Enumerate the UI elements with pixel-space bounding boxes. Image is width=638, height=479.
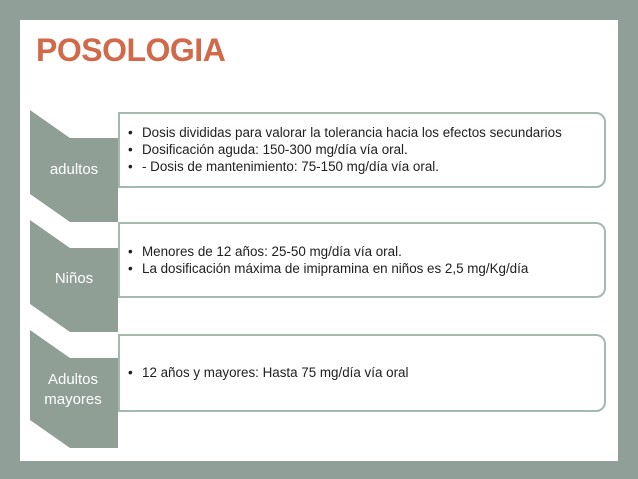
slide-frame-left <box>0 0 20 479</box>
list-item-text: 12 años y mayores: Hasta 75 mg/día vía oral <box>142 365 409 380</box>
list-item-text: - Dosis de mantenimiento: 75-150 mg/día vía oral. <box>142 159 439 174</box>
list-item: • Menores de 12 años: 25-50 mg/día vía oral. <box>128 243 402 259</box>
list-item: • Dosificación aguda: 150-300 mg/día vía oral. <box>128 142 408 157</box>
slide-frame-bottom <box>0 461 638 479</box>
list-item-text: Dosis divididas para valorar la tolerancia hacia los efectos secundarios <box>142 125 562 140</box>
row-box-adultos <box>118 112 606 188</box>
list-item: • 12 años y mayores: Hasta 75 mg/día vía oral <box>128 365 409 380</box>
row-label-adultos-mayores: Adultos mayores <box>44 371 102 408</box>
row-box-adultos-mayores <box>118 334 606 412</box>
row-box-ninos <box>118 222 606 298</box>
slide-frame-top <box>0 0 638 20</box>
list-item: • Dosis divididas para valorar la tolerancia hacia los efectos secundarios <box>128 125 562 140</box>
list-item: • - Dosis de mantenimiento: 75-150 mg/día vía oral. <box>128 159 439 174</box>
list-item-text: Dosificación aguda: 150-300 mg/día vía oral. <box>142 142 408 157</box>
slide <box>20 20 618 461</box>
slide-title: POSOLOGIA <box>36 32 226 68</box>
row-label-ninos: Niños <box>54 270 94 287</box>
slide-frame-right <box>618 0 638 479</box>
list-item-text: La dosificación máxima de imipramina en niños es 2,5 mg/Kg/día <box>142 260 529 276</box>
row-label-adultos: adultos <box>49 161 99 178</box>
list-item: • La dosificación máxima de imipramina en niños es 2,5 mg/Kg/día <box>128 260 529 276</box>
list-item-text: Menores de 12 años: 25-50 mg/día vía oral. <box>142 243 402 259</box>
